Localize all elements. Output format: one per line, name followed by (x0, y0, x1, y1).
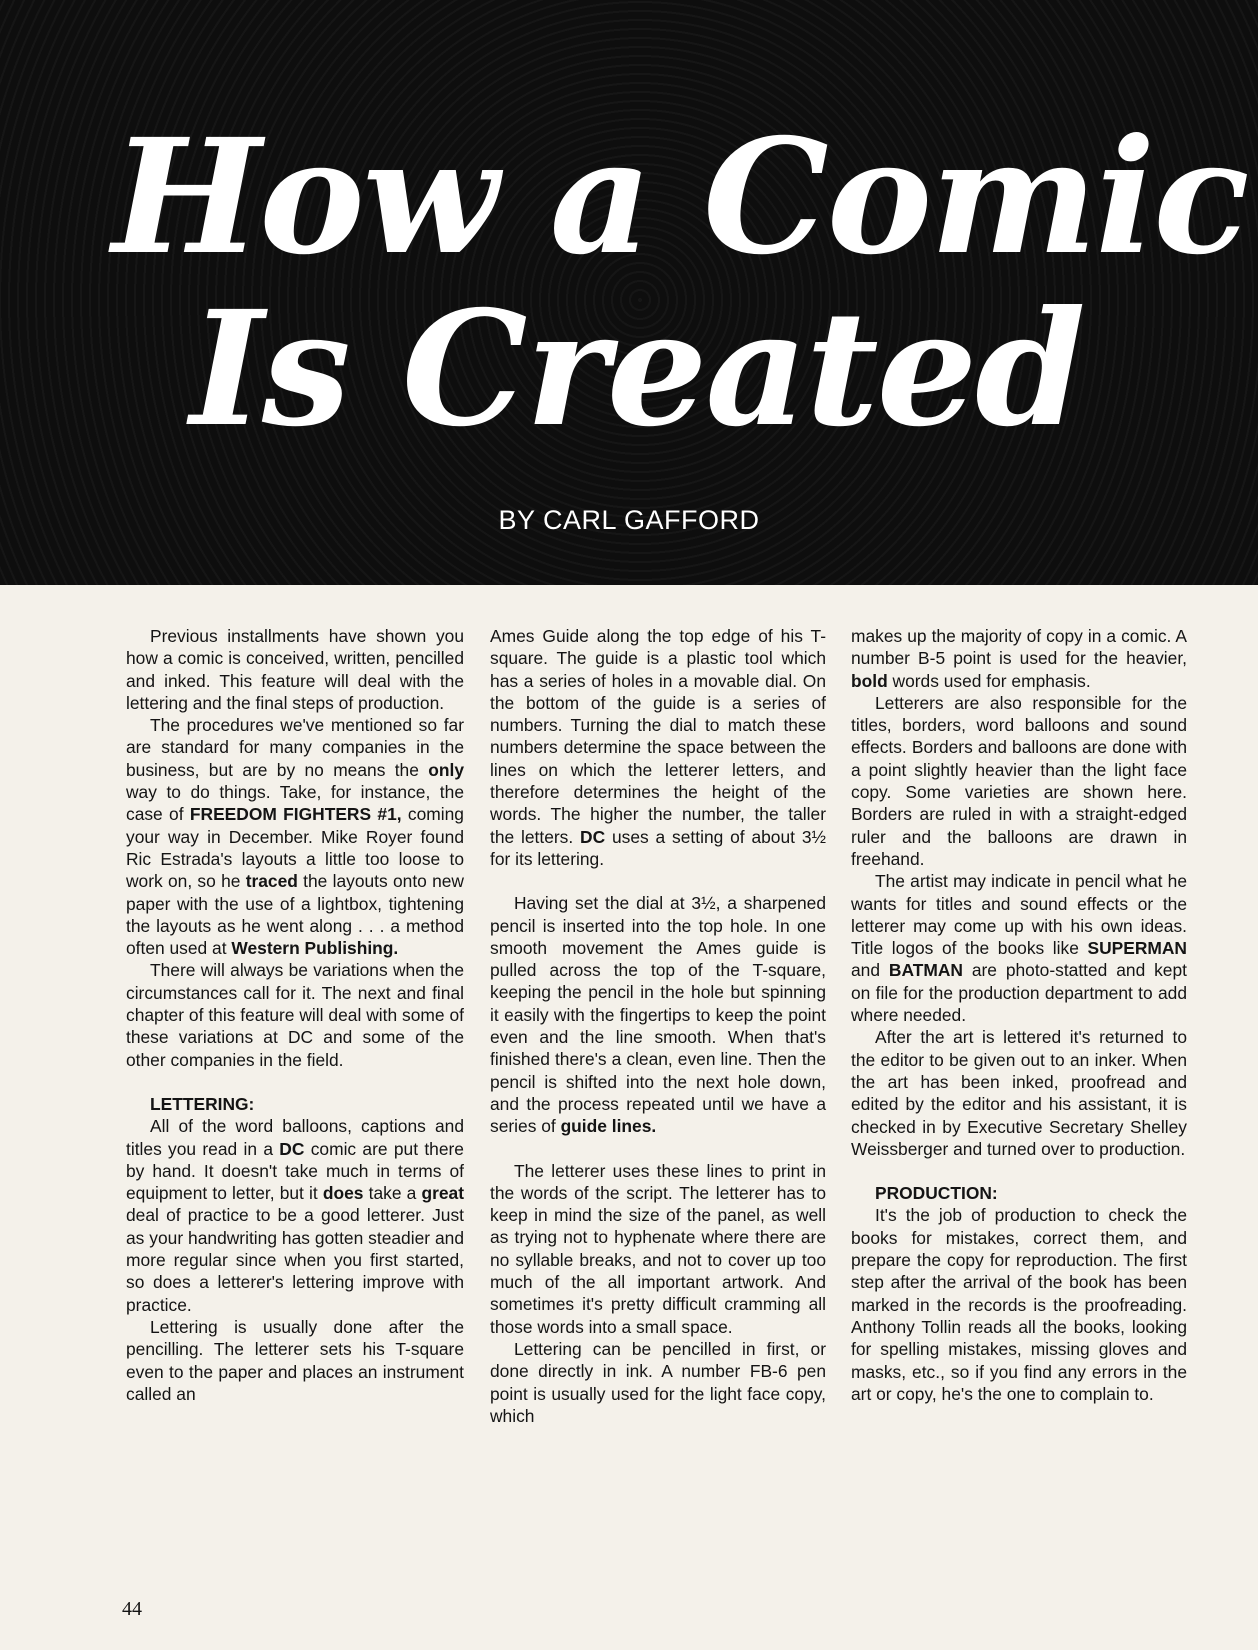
paragraph: There will always be variations when the circumstances call for it. The next and final chapter of this feature will deal with some of these variations at DC and some of the other companies in the field. (126, 960, 464, 1070)
page-number: 44 (122, 1598, 142, 1620)
paragraph: It's the job of production to check the books for mistakes, correct them, and prepare the copy for reproduction. The first step after the arrival of the book has been marked in the records is the proofreading. Anthony Tollin reads all the books, looking for spelling mistakes, missing gloves and masks, etc., so if you find any errors in the art or copy, he's the one to complain to. (851, 1205, 1187, 1404)
text-column-3 (851, 625, 1187, 1405)
paragraph: makes up the majority of copy in a comic. A number B-5 point is used for the heavier, bold words used for emphasis. (851, 626, 1187, 691)
paragraph: Letterers are also responsible for the titles, borders, word balloons and sound effects. Borders and balloons are done with a point slightly heavier than the light face copy. Some varieties are shown here. Borders are ruled in with a straight-edged ruler and the balloons are drawn in freehand. (851, 692, 1187, 869)
text-column-1 (126, 625, 464, 1405)
section-heading-production: PRODUCTION: (875, 1183, 998, 1204)
paragraph: Previous installments have shown you how a comic is conceived, written, pencilled and inked. This feature will deal with the lettering and the final steps of production. (126, 626, 464, 713)
title-line-2: Is Created (190, 277, 1084, 462)
paragraph: Having set the dial at 3½, a sharpened pencil is inserted into the top hole. In one smooth movement the Ames guide is pulled across the top of the T-square, keeping the pencil in the hole but spinning it easily with the fingertips to keep the point even and the line smooth. When that's finished there's a clean, even line. Then the pencil is shifted into the next hole down, and the process repeated until we have a series of guide lines. (490, 893, 826, 1137)
paragraph: The letterer uses these lines to print in the words of the script. The letterer has to keep in mind the size of the panel, as well as trying not to hyphenate where there are no syllable breaks, and not to cover up too much of the all important artwork. And sometimes it's pretty difficult cramming all those words into a small space. (490, 1160, 826, 1337)
paragraph: All of the word balloons, captions and titles you read in a DC comic are put there by hand. It doesn't take much in terms of equipment to letter, but it does take a great deal of practice to be a good letterer. Just as your handwriting has gotten steadier and more regular since when you first started, so does a letterer's lettering improve with practice. (126, 1116, 464, 1315)
paragraph: After the art is lettered it's returned to the editor to be given out to an inker. When the art has been inked, proofread and edited by the editor and his assistant, it is checked in by Executive Secretary Shelley Weissberger and turned over to production. (851, 1027, 1187, 1159)
title-line-1: How a Comic (112, 105, 1248, 290)
byline: BY CARL GAFFORD (498, 505, 760, 535)
text-column-2 (490, 625, 826, 1427)
paragraph: Lettering can be pencilled in first, or done directly in ink. A number FB-6 pen point is usually used for the light face copy, which (490, 1338, 826, 1426)
paragraph: The artist may indicate in pencil what he wants for titles and sound effects or the letterer may come up with his own ideas. Title logos of the books like SUPERMAN and BATMAN are photo-statted and kept on file for the production department to add where needed. (851, 871, 1187, 1026)
paragraph: Lettering is usually done after the pencilling. The letterer sets his T-square even to the paper and places an instrument called an (126, 1316, 464, 1404)
paragraph: Ames Guide along the top edge of his T-square. The guide is a plastic tool which has a series of holes in a movable dial. On the bottom of the guide is a series of numbers. Turning the dial to match these numbers determine the space between the lines on which the letterer letters, and therefore determines the height of the words. The higher the number, the taller the letters. DC uses a setting of about 3½ for its lettering. (490, 626, 826, 869)
section-heading-lettering: LETTERING: (150, 1093, 255, 1114)
title-banner (0, 0, 1258, 585)
paragraph: The procedures we've mentioned so far are standard for many companies in the business, but are by no means the only way to do things. Take, for instance, the case of FREEDOM FIGHTERS #1, coming your way in December. Mike Royer found Ric Estrada's layouts a little too loose to work on, so he traced the layouts onto new paper with the use of a lightbox, tightening the layouts as he went along . . . a method often used at Western Publishing. (126, 715, 464, 959)
